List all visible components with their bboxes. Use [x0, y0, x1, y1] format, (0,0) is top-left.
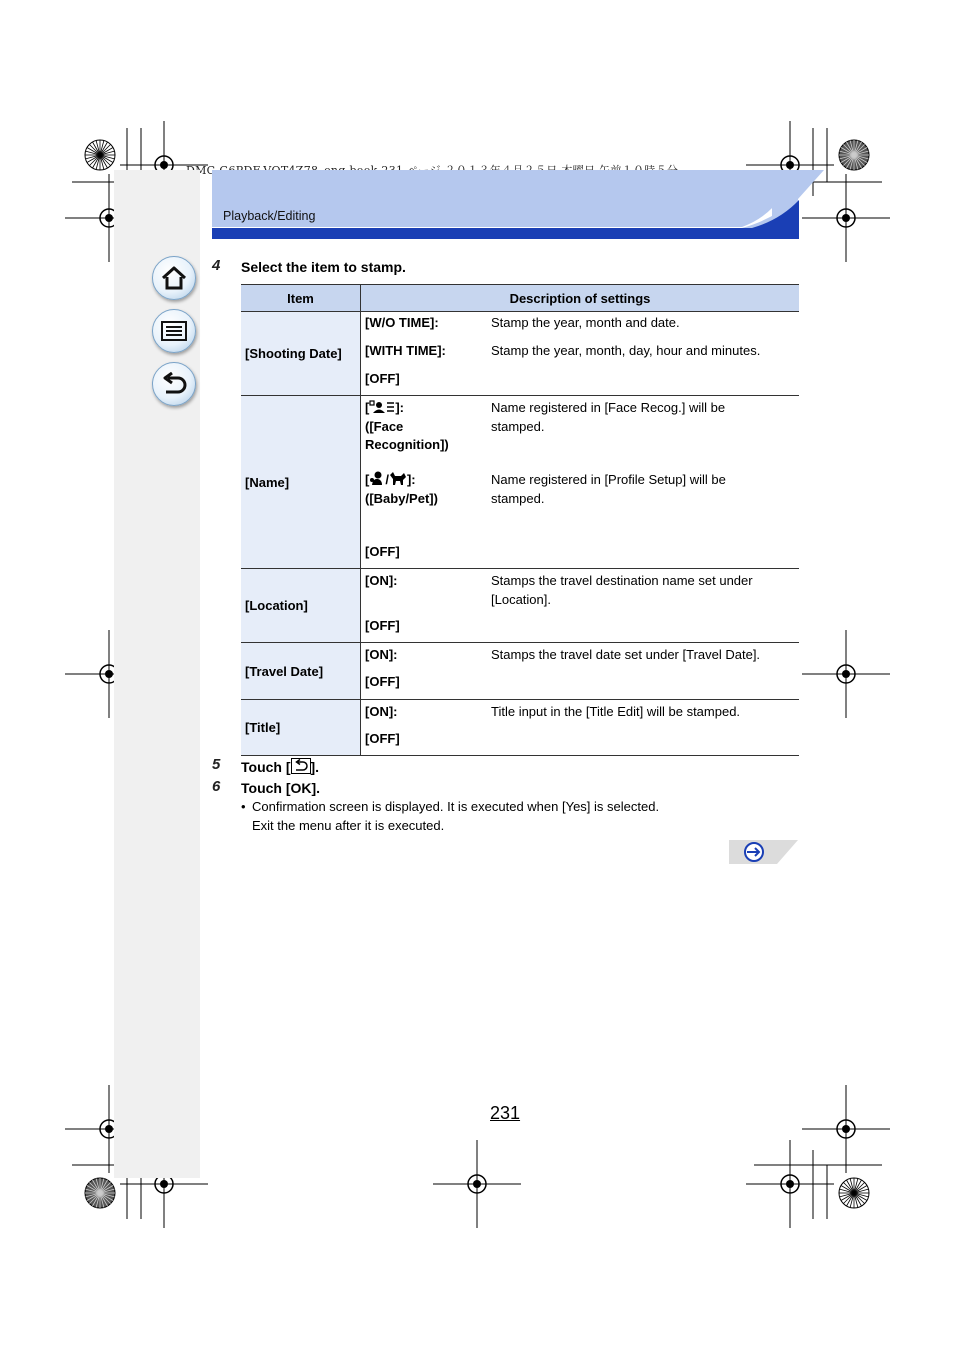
option-desc: Stamps the travel date set under [Travel Date].	[491, 647, 761, 662]
item-shooting-date: [Shooting Date]	[241, 312, 361, 396]
desc-travel-date	[361, 643, 800, 700]
face-recognition-icon	[369, 400, 395, 414]
crosshair-dot	[105, 1125, 113, 1133]
option-desc: Stamp the year, month, day, hour and minutes.	[491, 343, 761, 358]
desc-name	[361, 396, 800, 569]
option-key: [OFF]	[365, 674, 400, 689]
option-desc: Title input in the [Title Edit] will be stamped.	[491, 704, 741, 719]
table-row	[241, 700, 799, 756]
option-key: [ON]:	[365, 704, 398, 719]
option-key: [OFF]	[365, 544, 400, 559]
step-6-text: Touch [OK].	[241, 780, 321, 796]
section-title: Playback/Editing	[223, 209, 316, 223]
option-key-end: ]:	[395, 400, 405, 415]
baby-icon	[369, 471, 385, 486]
item-location: [Location]	[241, 569, 361, 643]
header-description: Description of settings	[361, 285, 800, 312]
option-key-line: ([Baby/Pet])	[365, 490, 438, 506]
crosshair-dot	[786, 161, 794, 169]
option-key: [OFF]	[365, 618, 400, 633]
option-key: [WITH TIME]:	[365, 343, 446, 358]
stamp-settings-table	[241, 284, 799, 756]
desc-shooting-date	[361, 312, 800, 396]
option-key-face: [ ]: ([Face Recognition])	[365, 400, 449, 452]
crosshair-dot	[160, 161, 168, 169]
home-icon	[160, 265, 188, 291]
crosshair-dot	[105, 670, 113, 678]
step-5-text-before: Touch [	[241, 759, 291, 775]
table-row	[241, 312, 799, 396]
option-key-line: Recognition])	[365, 437, 449, 452]
option-desc: Name registered in [Profile Setup] will be stamped.	[491, 472, 726, 506]
crosshair-dot	[842, 670, 850, 678]
return-icon	[291, 758, 311, 774]
step-5-text-after: ].	[310, 759, 320, 775]
crosshair-dot	[105, 214, 113, 222]
crosshair-dot	[842, 1125, 850, 1133]
step-number: 4	[212, 257, 221, 274]
option-desc: Name registered in [Face Recog.] will be stamped.	[491, 400, 726, 434]
step-5	[212, 756, 220, 774]
option-key: [OFF]	[365, 731, 400, 746]
note-bullet: •	[241, 799, 246, 814]
option-key: [ON]:	[365, 573, 398, 588]
note-line-1: Confirmation screen is displayed. It is executed when [Yes] is selected.	[252, 799, 660, 814]
desc-title	[361, 700, 800, 756]
header-band	[212, 170, 824, 242]
option-desc: Stamp the year, month and date.	[491, 315, 680, 330]
desc-location	[361, 569, 800, 643]
crosshair-dot	[473, 1180, 481, 1188]
next-page-arrow-icon	[729, 840, 799, 864]
crosshair-dot	[842, 214, 850, 222]
crosshair-dot	[160, 1180, 168, 1188]
step-6	[212, 778, 220, 796]
item-name: [Name]	[241, 396, 361, 569]
item-title: [Title]	[241, 700, 361, 756]
crosshair-dot	[786, 1180, 794, 1188]
item-travel-date: [Travel Date]	[241, 643, 361, 700]
table-row	[241, 569, 799, 643]
back-button[interactable]	[152, 362, 196, 406]
option-key-end: ]:	[406, 472, 416, 487]
page-number: 231	[490, 1103, 521, 1123]
table-row	[241, 643, 799, 700]
pet-icon	[389, 471, 407, 486]
header-item: Item	[241, 285, 361, 312]
step-5-text	[241, 758, 319, 775]
table-row	[241, 396, 799, 569]
option-key: [W/O TIME]:	[365, 315, 439, 330]
option-key: [ON]:	[365, 647, 398, 662]
option-desc: Stamps the travel destination name set under [Location].	[491, 573, 753, 607]
step-4-text: Select the item to stamp.	[241, 259, 406, 275]
step-number: 5	[212, 756, 221, 773]
option-key: [OFF]	[365, 371, 400, 386]
step-number: 6	[212, 778, 221, 795]
option-key-line: ([Face	[365, 418, 404, 434]
menu-button[interactable]	[152, 309, 196, 353]
note-line-2: Exit the menu after it is executed.	[252, 818, 445, 833]
option-key-baby-pet: [ / ]: ([Baby/Pet])	[365, 472, 438, 506]
home-button[interactable]	[152, 256, 196, 300]
menu-list-icon	[160, 320, 188, 342]
next-page-button[interactable]	[729, 840, 799, 864]
step-4	[212, 257, 220, 275]
return-icon	[160, 372, 188, 396]
